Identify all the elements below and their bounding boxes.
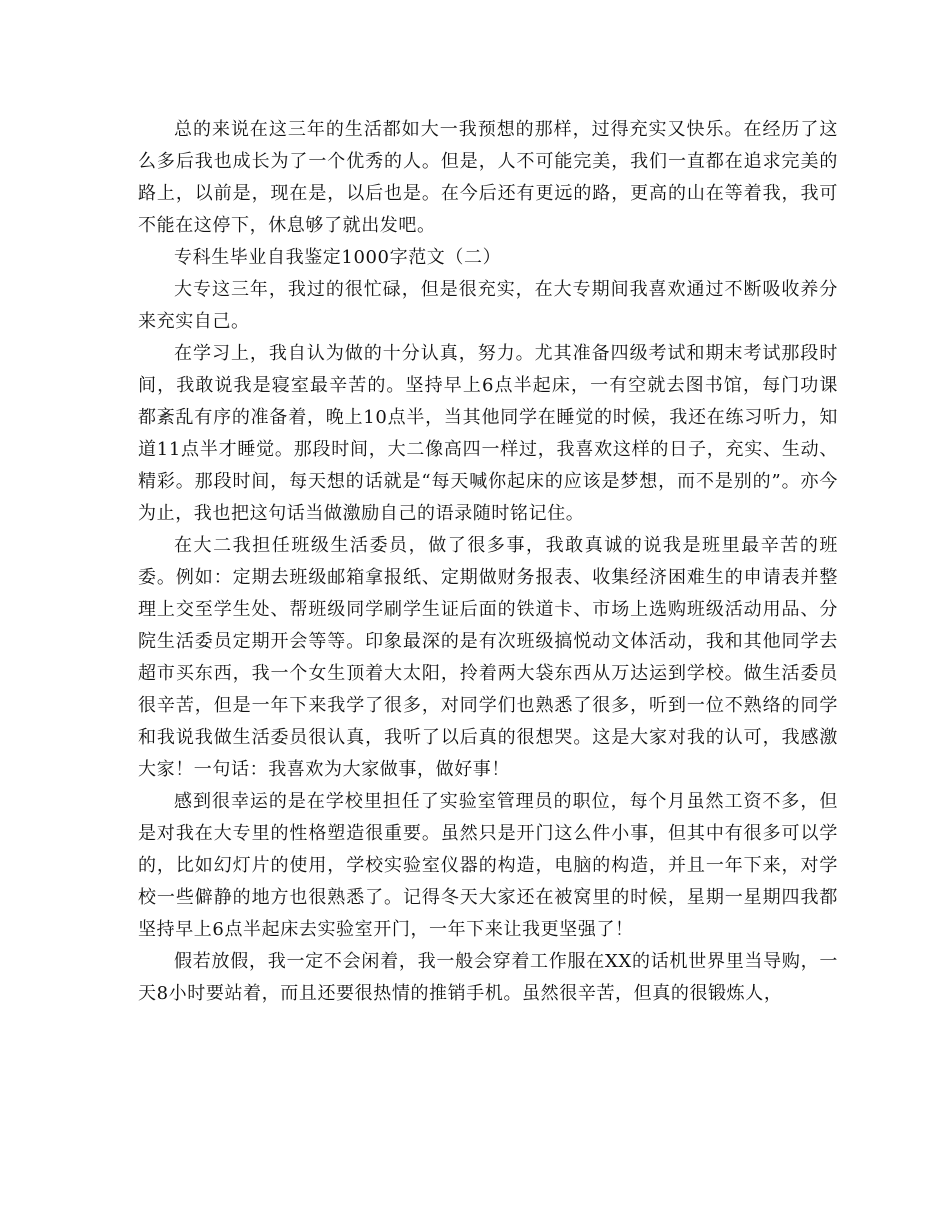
document-body xyxy=(138,114,838,1010)
paragraph-vacation: 假若放假，我一定不会闲着，我一般会穿着工作服在XX的话机世界里当导购，一天8小时要站着，而且还要很热情的推销手机。虽然很辛苦，但真的很锻炼人， xyxy=(138,951,838,1004)
paragraph-class-committee: 在大二我担任班级生活委员，做了很多事，我敢真诚的说我是班里最辛苦的班委。例如：定期去班级邮箱拿报纸、定期做财务报表、收集经济困难生的申请表并整理上交至学生处、帮班级同学刷学生证后面的铁道卡、市场上选购班级活动用品、分院生活委员定期开会等等。印象最深的是有次班级搞悦动文体活动，我和其他同学去超市买东西，我一个女生顶着大太阳，拎着两大袋东西从万达运到学校。做生活委员很辛苦，但是一年下来我学了很多，对同学们也熟悉了很多，听到一位不熟络的同学和我说我做生活委员很认真，我听了以后真的很想哭。这是大家对我的认可，我感激大家！一句话：我喜欢为大家做事，做好事！ xyxy=(138,535,838,780)
section-heading: 专科生毕业自我鉴定1000字范文（二） xyxy=(174,247,502,268)
paragraph-study: 在学习上，我自认为做的十分认真，努力。尤其准备四级考试和期末考试那段时间，我敢说我是寝室最辛苦的。坚持早上6点半起床，一有空就去图书馆，每门功课都紊乱有序的准备着，晚上10点半，当其他同学在睡觉的时候，我还在练习听力，知道11点半才睡觉。那段时间，大二像高四一样过，我喜欢这样的日子，充实、生动、精彩。那段时间，每天想的话就是“每天喊你起床的应该是梦想，而不是别的”。亦今为止，我也把这句话当做激励自己的语录随时铭记住。 xyxy=(138,343,838,524)
paragraph-summary: 总的来说在这三年的生活都如大一我预想的那样，过得充实又快乐。在经历了这么多后我也成长为了一个优秀的人。但是，人不可能完美，我们一直都在追求完美的路上，以前是，现在是，以后也是。在今后还有更远的路，更高的山在等着我，我可不能在这停下，休息够了就出发吧。 xyxy=(138,119,838,236)
paragraph-lab-manager: 感到很幸运的是在学校里担任了实验室管理员的职位，每个月虽然工资不多，但是对我在大专里的性格塑造很重要。虽然只是开门这么件小事，但其中有很多可以学的，比如幻灯片的使用，学校实验室仪器的构造，电脑的构造，并且一年下来，对学校一些僻静的地方也很熟悉了。记得冬天大家还在被窝里的时候，星期一星期四我都坚持早上6点半起床去实验室开门，一年下来让我更坚强了！ xyxy=(138,791,838,940)
paragraph-intro: 大专这三年，我过的很忙碌，但是很充实，在大专期间我喜欢通过不断吸收养分来充实自己。 xyxy=(138,279,838,332)
